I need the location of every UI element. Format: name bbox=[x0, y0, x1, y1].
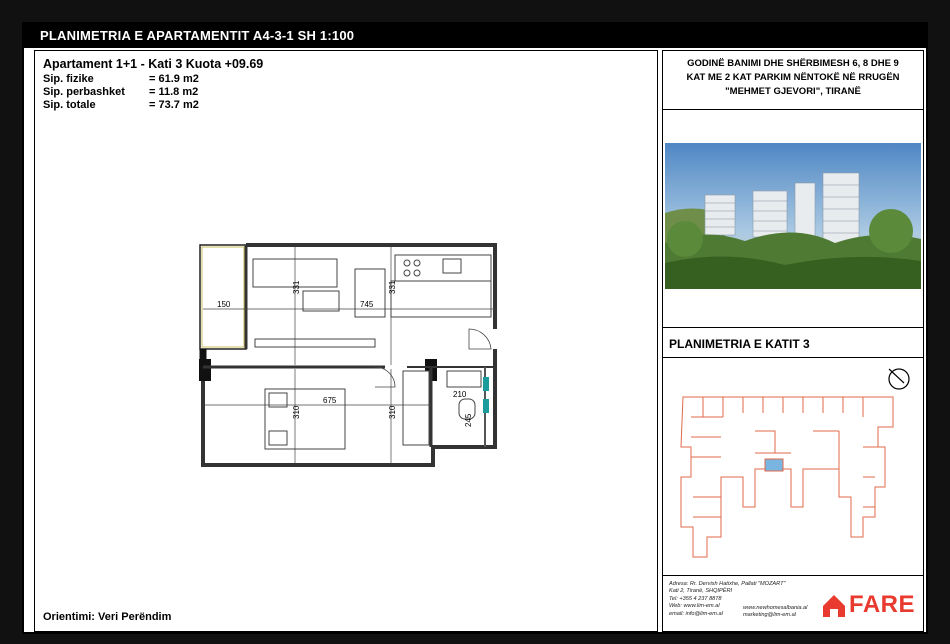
area-value: = 11.8 m2 bbox=[149, 86, 199, 98]
project-panel bbox=[662, 50, 924, 632]
area-row bbox=[43, 73, 263, 86]
company-footer bbox=[663, 575, 923, 631]
divider bbox=[663, 327, 923, 328]
dimension-label: 675 bbox=[323, 396, 337, 405]
area-label: Sip. fizike bbox=[43, 73, 94, 85]
area-label: Sip. totale bbox=[43, 99, 96, 111]
logo-text: FARE bbox=[848, 591, 915, 618]
company-contacts bbox=[743, 605, 807, 620]
tv-unit bbox=[255, 339, 375, 347]
coffee-table bbox=[303, 291, 339, 311]
building-rendering bbox=[665, 143, 921, 289]
area-row bbox=[43, 86, 263, 99]
orientation-label: Orientimi: Veri Perëndim bbox=[43, 611, 172, 623]
address-line: Kati 2, Tiranë, SHQIPËRI bbox=[669, 588, 733, 595]
floor-title: PLANIMETRIA E KATIT 3 bbox=[669, 337, 810, 351]
project-title bbox=[663, 57, 923, 99]
dimension-label: 210 bbox=[453, 390, 467, 399]
pillow bbox=[269, 431, 287, 445]
divider bbox=[663, 109, 923, 110]
kitchen-cabinet bbox=[391, 281, 491, 317]
north-arrow-icon bbox=[889, 369, 909, 389]
website-link[interactable]: www.newhomesalbania.al bbox=[743, 605, 808, 611]
project-title-line: "MEHMET GJEVORI", TIRANË bbox=[725, 86, 861, 97]
area-value: = 73.7 m2 bbox=[149, 99, 199, 111]
bedroom-door bbox=[375, 367, 395, 387]
email-link[interactable]: marketing@lim-em.al bbox=[743, 612, 796, 619]
area-label: Sip. perbashket bbox=[43, 86, 125, 98]
dining-table bbox=[355, 269, 385, 317]
balcony bbox=[200, 245, 246, 349]
apartment-highlight bbox=[765, 459, 783, 471]
wardrobe bbox=[403, 371, 429, 445]
site-plan bbox=[663, 357, 923, 575]
dimension-label: 310 bbox=[292, 405, 301, 419]
apartment-info bbox=[43, 57, 263, 112]
bathtub bbox=[447, 371, 481, 387]
drawing-sheet bbox=[22, 22, 928, 634]
project-title-line: KAT ME 2 KAT PARKIM NËNTOKË NË RRUGËN bbox=[686, 72, 900, 83]
phone: Tel: +355 4 237 8878 bbox=[669, 595, 722, 602]
bathroom-window bbox=[483, 399, 489, 413]
dimension-label: 150 bbox=[217, 300, 231, 309]
floorplan-panel bbox=[34, 50, 658, 632]
bathroom-window bbox=[483, 377, 489, 391]
floor-plan-drawing bbox=[195, 239, 505, 479]
project-title-line: GODINË BANIMI DHE SHËRBIMESH 6, 8 DHE 9 bbox=[687, 58, 899, 69]
house-icon bbox=[821, 592, 847, 618]
dimension-label: 745 bbox=[360, 300, 374, 309]
dimension-label: 331 bbox=[292, 280, 301, 294]
entry-door bbox=[469, 329, 491, 349]
address-line: Adresa: Rr. Dervish Hatixhe, Pallati "MOZART" bbox=[669, 581, 786, 587]
apartment-header: Apartament 1+1 - Kati 3 Kuota +09.69 bbox=[43, 57, 264, 71]
wall-column bbox=[199, 359, 211, 381]
dimension-label: 331 bbox=[388, 280, 397, 294]
sheet-title: PLANIMETRIA E APARTAMENTIT A4-3-1 SH 1:100 bbox=[24, 24, 926, 48]
fare-logo bbox=[821, 591, 915, 619]
dimension-label: 310 bbox=[388, 405, 397, 419]
email-link[interactable]: email: info@lim-em.al bbox=[669, 610, 723, 617]
area-value: = 61.9 m2 bbox=[149, 73, 199, 85]
dimension-label: 245 bbox=[464, 413, 473, 427]
area-row bbox=[43, 99, 263, 112]
website-link[interactable]: Web: www.lim-em.al bbox=[669, 603, 720, 610]
